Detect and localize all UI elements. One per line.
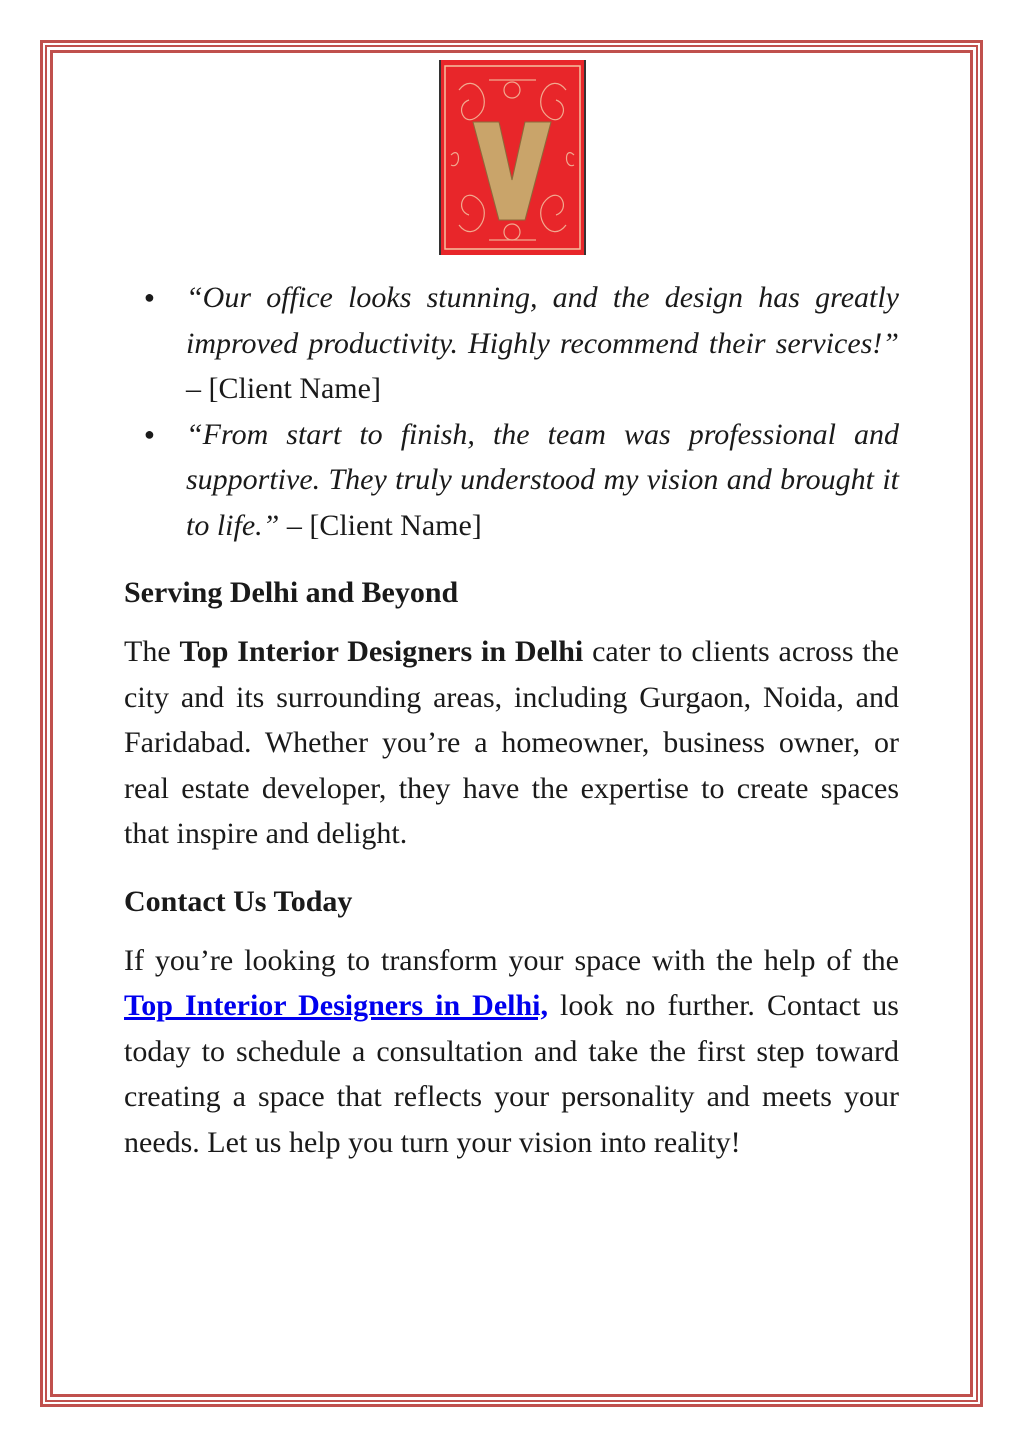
top-interior-designers-link[interactable]: Top Interior Designers in Delhi, bbox=[124, 989, 549, 1022]
testimonial-quote: “From start to finish, the team was professional and supportive. They truly understood my vision and brought it to life.” bbox=[186, 417, 899, 542]
testimonial-attribution: – [Client Name] bbox=[186, 372, 381, 405]
section-heading-contact: Contact Us Today bbox=[124, 884, 353, 918]
list-item bbox=[124, 412, 899, 549]
section-heading-serving: Serving Delhi and Beyond bbox=[124, 576, 459, 609]
bullet-icon: ● bbox=[144, 287, 155, 307]
serving-text-bold: Top Interior Designers in Delhi bbox=[179, 635, 584, 668]
v-monogram-logo bbox=[439, 60, 586, 255]
document-body bbox=[124, 275, 899, 1165]
serving-text-end: cater to clients across the city and its surrounding areas, including Gurgaon, Noida, and Faridabad. Whether you’re a homeowner, business owner, or real estate developer, they have the expertise to create spaces that inspire and delight. bbox=[124, 635, 899, 850]
testimonial-quote: “Our office looks stunning, and the design has greatly improved productivity. Highly recommend their services!” bbox=[186, 281, 899, 360]
contact-text-end: look no further. Contact us today to schedule a consultation and take the first step toward creating a space that reflects your personality and meets your needs. Let us help you turn your vision into reality! bbox=[124, 989, 899, 1159]
serving-paragraph bbox=[124, 629, 899, 857]
contact-text-start: If you’re looking to transform your space with the help of the bbox=[124, 943, 899, 977]
serving-text-start: The bbox=[124, 635, 180, 668]
list-item bbox=[124, 275, 899, 412]
testimonial-list bbox=[124, 275, 899, 548]
bullet-icon: ● bbox=[144, 423, 155, 444]
contact-paragraph bbox=[124, 938, 899, 1166]
testimonial-attribution: – [Client Name] bbox=[279, 508, 482, 542]
